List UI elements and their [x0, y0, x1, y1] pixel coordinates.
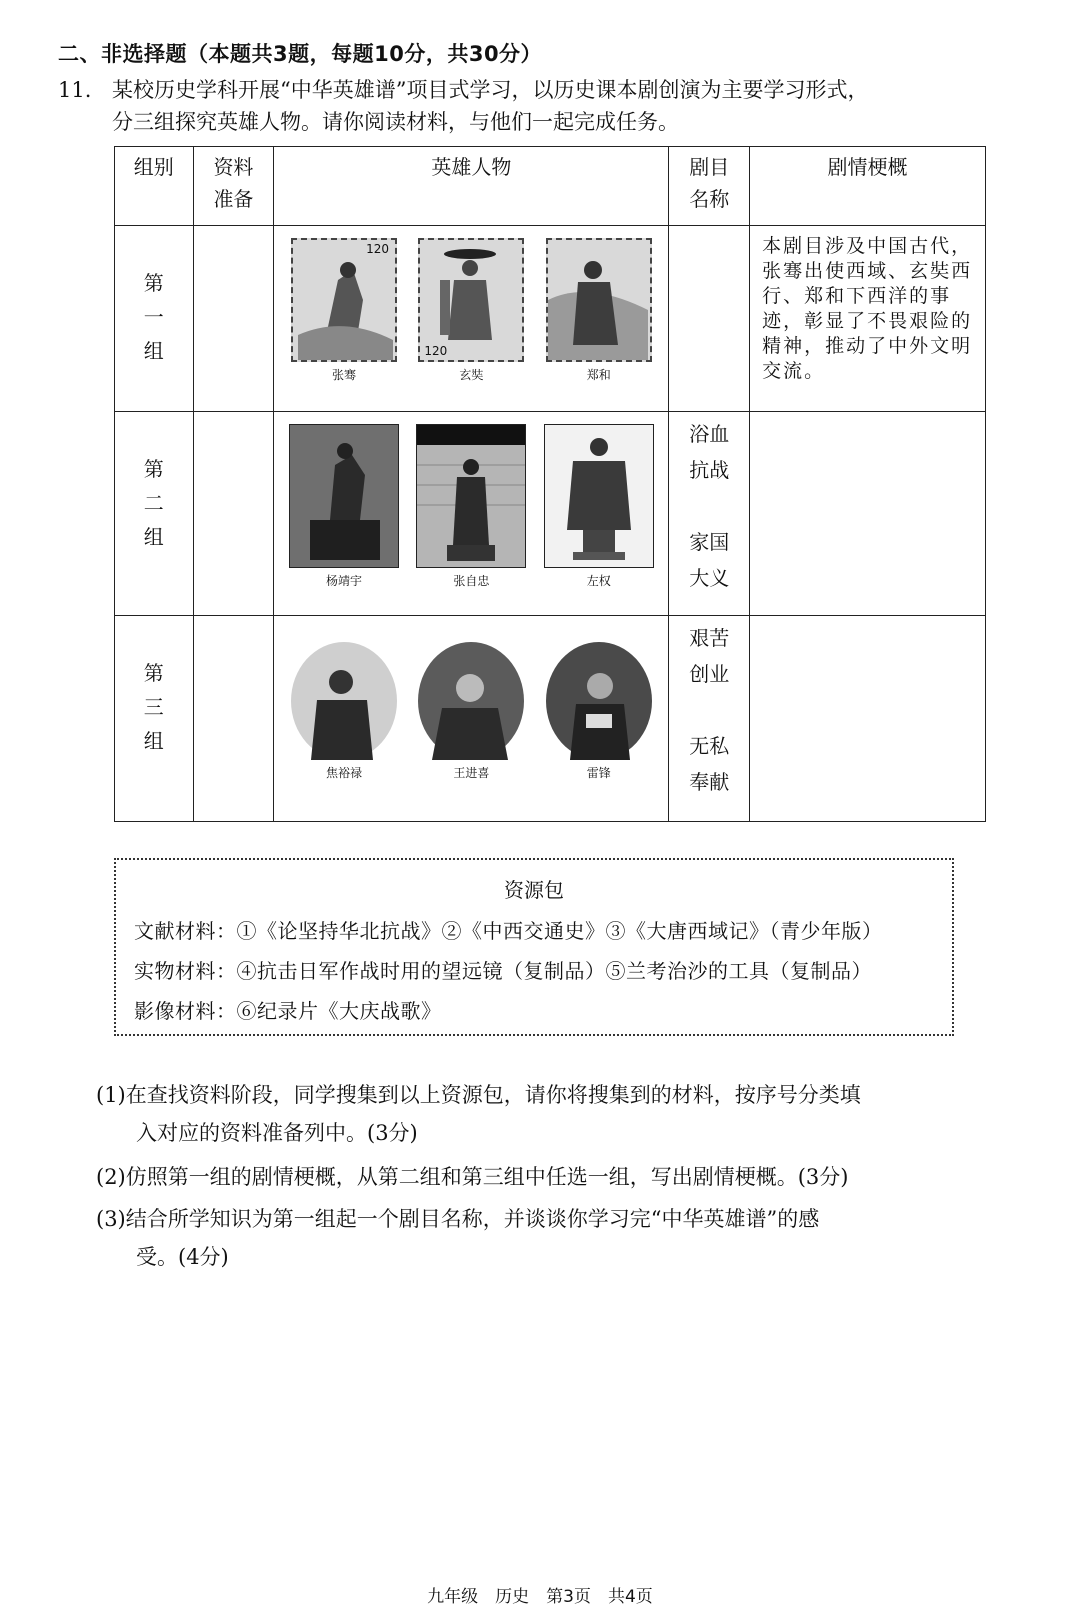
hero-photo [539, 424, 659, 589]
header-title: 剧目 名称 [669, 147, 750, 226]
plot-cell-1: 本剧目涉及中国古代，张骞出使西域、玄奘西行、郑和下西洋的事迹，彰显了不畏艰险的精神，推动了中外文明交流。 [750, 226, 986, 412]
page-footer: 九年级 历史 第3页 共4页 [427, 1587, 653, 1607]
header-plot: 剧情梗概 [750, 147, 986, 226]
question-text-line2: 分三组探究英雄人物。请你阅读材料，与他们一起完成任务。 [112, 110, 679, 134]
group-cell-2: 第 二 组 [115, 412, 194, 616]
table-row [115, 226, 986, 412]
hero-stamp [539, 238, 659, 383]
hero-stamp [411, 238, 531, 383]
hero-photo [284, 636, 404, 781]
hero-name: 郑和 [586, 368, 611, 382]
hero-name: 焦裕禄 [325, 766, 362, 780]
stamp-image: 120 [418, 238, 524, 362]
table-header-row [115, 147, 986, 226]
prep-cell-1[interactable] [193, 226, 274, 412]
title-cell-2: 浴血 抗战 家国 大义 [669, 412, 750, 616]
hero-name: 王进喜 [453, 766, 490, 780]
header-prep: 资料 准备 [193, 147, 274, 226]
resource-line-objects: 实物材料：④抗击日军作战时用的望远镜（复制品）⑤兰考治沙的工具（复制品） [134, 959, 872, 983]
portrait-image [546, 642, 652, 760]
portrait-image [291, 642, 397, 760]
table-row [115, 616, 986, 822]
plot-cell-3[interactable] [750, 616, 986, 822]
statue-image [289, 424, 399, 568]
resource-line-documents: 文献材料：①《论坚持华北抗战》②《中西交通史》③《大唐西域记》（青少年版） [134, 919, 883, 943]
hero-name: 玄奘 [459, 368, 484, 382]
title-cell-3: 艰苦 创业 无私 奉献 [669, 616, 750, 822]
hero-name: 左权 [586, 574, 611, 588]
question-text-line1: 某校历史学科开展“中华英雄谱”项目式学习，以历史课本剧创演为主要学习形式， [112, 78, 869, 102]
table-row [115, 412, 986, 616]
resource-line-video: 影像材料：⑥纪录片《大庆战歌》 [134, 999, 442, 1023]
group-cell-3: 第 三 组 [115, 616, 194, 822]
subquestion-2: (2)仿照第一组的剧情梗概，从第二组和第三组中任选一组，写出剧情梗概。(3分) [96, 1165, 849, 1189]
hero-photo [411, 424, 531, 589]
hero-name: 张自忠 [453, 574, 490, 588]
section-title: 二、非选择题（本题共3题，每题10分，共30分） [58, 42, 543, 66]
hero-photo [411, 636, 531, 781]
hero-photo [539, 636, 659, 781]
prep-cell-3[interactable] [193, 616, 274, 822]
hero-name: 雷锋 [586, 766, 611, 780]
hero-stamp [284, 238, 404, 383]
group-cell-1: 第 一 组 [115, 226, 194, 412]
stamp-image: 120 [291, 238, 397, 362]
heroes-cell-2 [274, 412, 669, 616]
title-cell-1[interactable] [669, 226, 750, 412]
heroes-cell-1 [274, 226, 669, 412]
hero-name: 张骞 [331, 368, 356, 382]
hero-name: 杨靖宇 [325, 574, 362, 588]
statue-image [416, 424, 526, 568]
hero-table [114, 146, 986, 822]
portrait-image [418, 642, 524, 760]
resource-title: 资源包 [504, 878, 564, 902]
header-group: 组别 [115, 147, 194, 226]
heroes-cell-3 [274, 616, 669, 822]
plot-cell-2[interactable] [750, 412, 986, 616]
subquestion-3: (3)结合所学知识为第一组起一个剧目名称，并谈谈你学习完“中华英雄谱”的感 受。(4分) [96, 1207, 820, 1269]
resource-pack [114, 858, 954, 1036]
prep-cell-2[interactable] [193, 412, 274, 616]
question-number: 11. [58, 78, 92, 102]
statue-image [544, 424, 654, 568]
question-intro [58, 74, 1018, 138]
header-heroes: 英雄人物 [274, 147, 669, 226]
hero-photo [284, 424, 404, 589]
stamp-image [546, 238, 652, 362]
subquestion-1: (1)在查找资料阶段，同学搜集到以上资源包，请你将搜集到的材料，按序号分类填 入对应的资料准备列中。(3分) [96, 1083, 861, 1145]
